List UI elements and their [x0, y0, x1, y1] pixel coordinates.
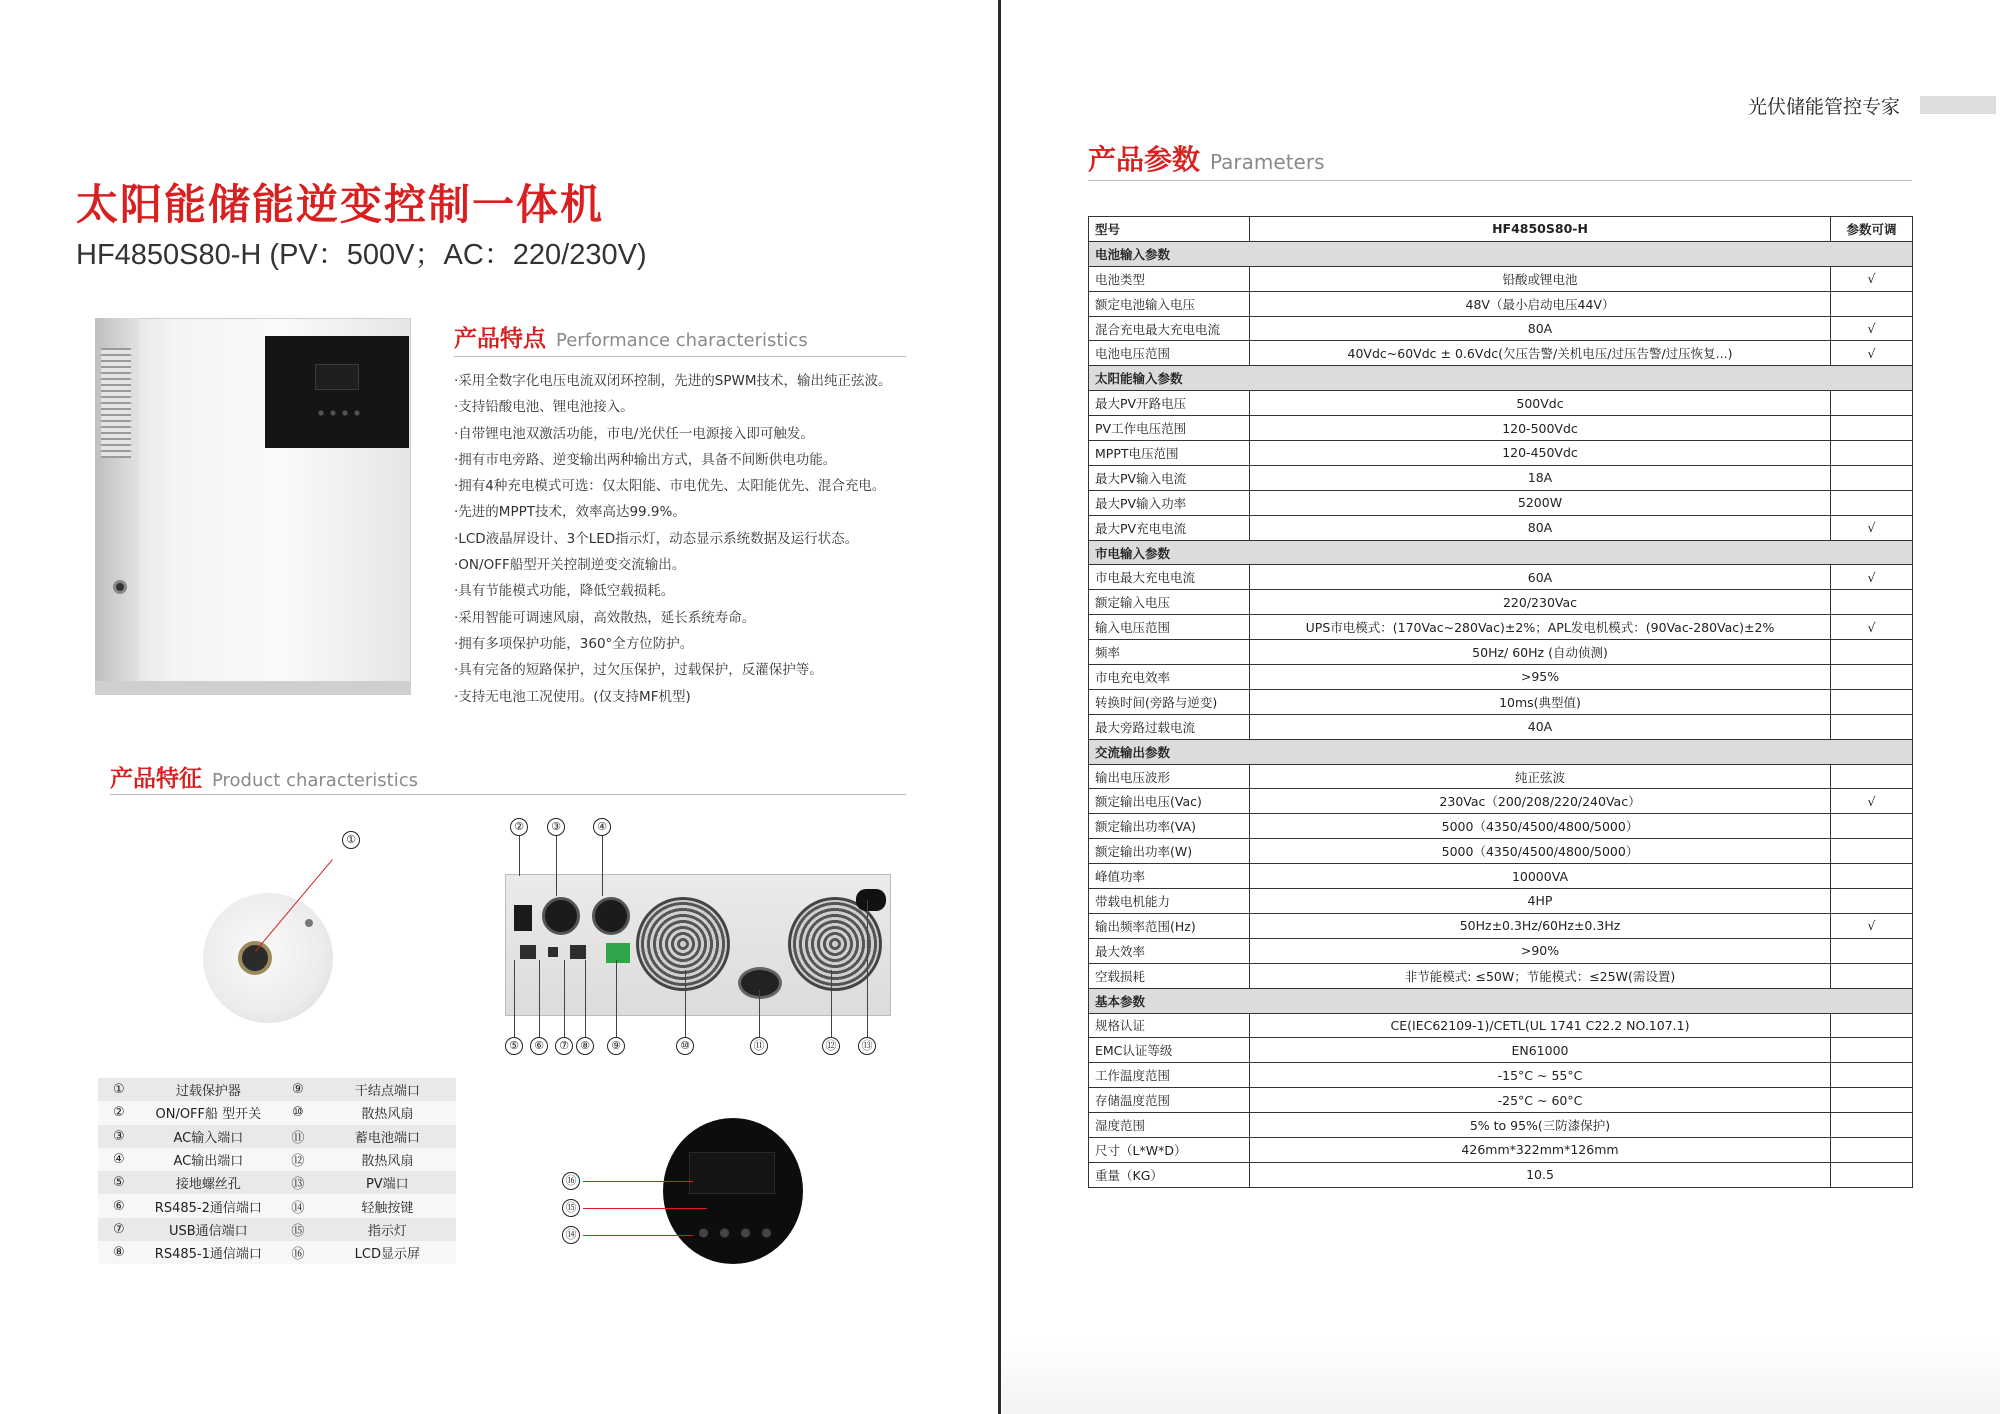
- param-name: 湿度范围: [1089, 1113, 1250, 1138]
- front-display-panel: [265, 336, 409, 448]
- page-bottom: [1002, 1340, 2000, 1414]
- param-value: >90%: [1250, 938, 1831, 963]
- param-adjustable: [1831, 1038, 1913, 1063]
- param-value: 426mm*322mm*126mm: [1250, 1137, 1831, 1162]
- param-value: 48V（最小启动电压44V）: [1250, 291, 1831, 316]
- param-adjustable: [1831, 490, 1913, 515]
- param-value: 铅酸或锂电池: [1250, 266, 1831, 291]
- performance-heading: 产品特点 Performance characteristics: [454, 326, 808, 352]
- callout-12: ⑫: [822, 1037, 840, 1055]
- dry-contact-port: [606, 943, 630, 963]
- param-name: 输入电压范围: [1089, 615, 1250, 640]
- param-value: 非节能模式: ≤50W；节能模式：≤25W(需设置): [1250, 963, 1831, 988]
- param-group-label: 太阳能输入参数: [1089, 366, 1913, 391]
- param-adjustable: [1831, 465, 1913, 490]
- param-adjustable: [1831, 416, 1913, 441]
- param-value: 5000（4350/4500/4800/5000）: [1250, 839, 1831, 864]
- param-row: [1089, 714, 1913, 739]
- param-adjustable: √: [1831, 913, 1913, 938]
- param-name: 市电充电效率: [1089, 665, 1250, 690]
- callout-14: ⑭: [562, 1226, 580, 1244]
- overload-protector: [238, 941, 272, 975]
- feature-item: ·拥有4种充电模式可选：仅太阳能、市电优先、太阳能优先、混合充电。: [454, 478, 886, 495]
- param-name: 最大PV开路电压: [1089, 391, 1250, 416]
- param-group-row: [1089, 988, 1913, 1013]
- param-group-row: [1089, 540, 1913, 565]
- callout-6: ⑥: [530, 1037, 548, 1055]
- param-row: [1089, 640, 1913, 665]
- param-value: 18A: [1250, 465, 1831, 490]
- legend-row: ① 过载保护器 ⑨ 干结点端口: [98, 1078, 456, 1101]
- callout-5: ⑤: [505, 1037, 523, 1055]
- param-value: 10.5: [1250, 1162, 1831, 1187]
- param-row: [1089, 1038, 1913, 1063]
- legend-row: ② ON/OFF船 型开关 ⑩ 散热风扇: [98, 1101, 456, 1124]
- panel-buttons: [315, 410, 361, 416]
- legend-row: ⑦ USB通信端口 ⑮ 指示灯: [98, 1218, 456, 1241]
- param-row: [1089, 416, 1913, 441]
- legend-row: ⑥ RS485-2通信端口 ⑭ 轻触按键: [98, 1194, 456, 1217]
- side-vent-grille: [101, 348, 131, 458]
- param-row: [1089, 266, 1913, 291]
- brand-bar: [1920, 96, 1996, 114]
- param-adjustable: [1831, 938, 1913, 963]
- param-name: 混合充电最大充电电流: [1089, 316, 1250, 341]
- param-adjustable: [1831, 689, 1913, 714]
- param-row: [1089, 839, 1913, 864]
- param-row: [1089, 789, 1913, 814]
- feature-item: ·LCD液晶屏设计、3个LED指示灯，动态显示系统数据及运行状态。: [454, 530, 859, 547]
- param-adjustable: [1831, 665, 1913, 690]
- param-adjustable: [1831, 391, 1913, 416]
- param-group-row: [1089, 739, 1913, 764]
- param-adjustable: [1831, 441, 1913, 466]
- param-name: 额定输出功率(W): [1089, 839, 1250, 864]
- legend-row: ④ AC输出端口 ⑫ 散热风扇: [98, 1148, 456, 1171]
- param-name: 最大PV充电电流: [1089, 515, 1250, 540]
- callout-4: ④: [593, 818, 611, 836]
- breaker-knob: [113, 580, 127, 594]
- param-adjustable: [1831, 889, 1913, 914]
- param-value: 4HP: [1250, 889, 1831, 914]
- param-row: [1089, 341, 1913, 366]
- param-value: 10000VA: [1250, 864, 1831, 889]
- param-adjustable: [1831, 291, 1913, 316]
- param-value: 5% to 95%(三防漆保护): [1250, 1113, 1831, 1138]
- param-name: 规格认证: [1089, 1013, 1250, 1038]
- callout-1: ①: [342, 831, 360, 849]
- on-off-switch: [514, 905, 532, 931]
- param-adjustable: √: [1831, 316, 1913, 341]
- param-name: 最大旁路过载电流: [1089, 714, 1250, 739]
- param-name: MPPT电压范围: [1089, 441, 1250, 466]
- param-row: [1089, 565, 1913, 590]
- param-name: EMC认证等级: [1089, 1038, 1250, 1063]
- param-row: [1089, 938, 1913, 963]
- param-value: 50Hz±0.3Hz/60Hz±0.3Hz: [1250, 913, 1831, 938]
- param-adjustable: [1831, 764, 1913, 789]
- parameters-table: [1088, 216, 1913, 1188]
- param-adjustable: [1831, 814, 1913, 839]
- param-value: -25°C ~ 60°C: [1250, 1088, 1831, 1113]
- param-adjustable: [1831, 963, 1913, 988]
- param-value: 80A: [1250, 316, 1831, 341]
- param-row: [1089, 391, 1913, 416]
- param-adjustable: √: [1831, 789, 1913, 814]
- param-value: 220/230Vac: [1250, 590, 1831, 615]
- param-value: 80A: [1250, 515, 1831, 540]
- param-adjustable: 参数可调: [1831, 217, 1913, 242]
- left-page: [0, 0, 998, 1414]
- param-row: [1089, 1137, 1913, 1162]
- feature-item: ·支持无电池工况使用。(仅支持MF机型): [454, 688, 691, 705]
- param-adjustable: √: [1831, 515, 1913, 540]
- param-name: 最大PV输入功率: [1089, 490, 1250, 515]
- param-group-row: [1089, 366, 1913, 391]
- param-adjustable: [1831, 839, 1913, 864]
- lcd-display: [689, 1152, 775, 1194]
- callout-9: ⑨: [607, 1037, 625, 1055]
- callout-16: ⑯: [562, 1172, 580, 1190]
- divider: [110, 794, 906, 795]
- feature-item: ·拥有市电旁路、逆变输出两种输出方式，具备不间断供电功能。: [454, 451, 837, 468]
- param-group-label: 电池输入参数: [1089, 241, 1913, 266]
- param-value: EN61000: [1250, 1038, 1831, 1063]
- param-value: 40Vdc~60Vdc ± 0.6Vdc(欠压告警/关机电压/过压告警/过压恢复...): [1250, 341, 1831, 366]
- param-row: [1089, 465, 1913, 490]
- param-value: 120-450Vdc: [1250, 441, 1831, 466]
- callout-7: ⑦: [555, 1037, 573, 1055]
- param-adjustable: [1831, 714, 1913, 739]
- feature-item: ·拥有多项保护功能，360°全方位防护。: [454, 635, 694, 652]
- param-name: 市电最大充电电流: [1089, 565, 1250, 590]
- breaker-closeup-image: [203, 893, 333, 1023]
- callout-2: ②: [510, 818, 528, 836]
- param-value: 60A: [1250, 565, 1831, 590]
- param-value: -15°C ~ 55°C: [1250, 1063, 1831, 1088]
- callout-13: ⑬: [858, 1037, 876, 1055]
- usb-port: [548, 947, 558, 957]
- cooling-fan-left: [636, 897, 730, 991]
- param-adjustable: [1831, 864, 1913, 889]
- inverter-product-image: [95, 318, 411, 695]
- feature-item: ·先进的MPPT技术，效率高达99.9%。: [454, 504, 686, 521]
- callout-11: ⑪: [750, 1037, 768, 1055]
- touch-keys: [693, 1228, 777, 1238]
- param-row: [1089, 665, 1913, 690]
- ac-input-terminal: [542, 897, 580, 935]
- feature-item: ·采用智能可调速风扇，高效散热，延长系统寿命。: [454, 609, 756, 626]
- feature-item: ·自带锂电池双激活功能，市电/光伏任一电源接入即可触发。: [454, 425, 814, 442]
- param-name: 最大PV输入电流: [1089, 465, 1250, 490]
- param-name: 输出频率范围(Hz): [1089, 913, 1250, 938]
- param-value: 50Hz/ 60Hz (自动侦测): [1250, 640, 1831, 665]
- param-group-row: [1089, 241, 1913, 266]
- parameters-heading: 产品参数 Parameters: [1088, 143, 1325, 176]
- rs485-1-port: [570, 945, 586, 959]
- param-name: 型号: [1089, 217, 1250, 242]
- param-name: 带载电机能力: [1089, 889, 1250, 914]
- param-adjustable: [1831, 1162, 1913, 1187]
- param-name: 峰值功率: [1089, 864, 1250, 889]
- divider: [1088, 180, 1912, 181]
- legend-row: ⑧ RS485-1通信端口 ⑯ LCD显示屏: [98, 1241, 456, 1264]
- feature-item: ·具有节能模式功能，降低空载损耗。: [454, 583, 675, 600]
- param-name: 工作温度范围: [1089, 1063, 1250, 1088]
- feature-item: ·ON/OFF船型开关控制逆变交流输出。: [454, 557, 686, 574]
- param-name: 额定电池输入电压: [1089, 291, 1250, 316]
- rear-panel-image: [505, 874, 891, 1016]
- param-value: 500Vdc: [1250, 391, 1831, 416]
- param-value: CE(IEC62109-1)/CETL(UL 1741 C22.2 NO.107.1): [1250, 1013, 1831, 1038]
- battery-port: [738, 967, 782, 999]
- front-panel-closeup-image: [663, 1118, 803, 1264]
- param-adjustable: [1831, 1088, 1913, 1113]
- brand-slogan: 光伏储能管控专家: [1748, 96, 1901, 118]
- rs485-2-port: [520, 945, 536, 959]
- param-adjustable: [1831, 1137, 1913, 1162]
- param-name: 最大效率: [1089, 938, 1250, 963]
- callout-10: ⑩: [676, 1037, 694, 1055]
- param-value: HF4850S80-H: [1250, 217, 1831, 242]
- param-row: [1089, 864, 1913, 889]
- param-name: 电池类型: [1089, 266, 1250, 291]
- param-name: 转换时间(旁路与逆变): [1089, 689, 1250, 714]
- divider: [454, 356, 906, 357]
- feature-item: ·采用全数字化电压电流双闭环控制，先进的SPWM技术，输出纯正弦波。: [454, 373, 892, 389]
- param-name: 额定输出电压(Vac): [1089, 789, 1250, 814]
- param-adjustable: [1831, 1013, 1913, 1038]
- param-value: 5200W: [1250, 490, 1831, 515]
- callout-3: ③: [547, 818, 565, 836]
- param-row: [1089, 441, 1913, 466]
- param-row: [1089, 490, 1913, 515]
- param-row: [1089, 1162, 1913, 1187]
- param-group-label: 基本参数: [1089, 988, 1913, 1013]
- param-group-label: 交流输出参数: [1089, 739, 1913, 764]
- param-row: [1089, 1088, 1913, 1113]
- legend-row: ③ AC输入端口 ⑪ 蓄电池端口: [98, 1125, 456, 1148]
- param-value: >95%: [1250, 665, 1831, 690]
- param-adjustable: √: [1831, 266, 1913, 291]
- param-name: 重量（KG）: [1089, 1162, 1250, 1187]
- param-adjustable: [1831, 590, 1913, 615]
- param-name: PV工作电压范围: [1089, 416, 1250, 441]
- param-value: 120-500Vdc: [1250, 416, 1831, 441]
- param-row: [1089, 1013, 1913, 1038]
- param-row: [1089, 590, 1913, 615]
- component-legend-table: [98, 1078, 456, 1264]
- param-value: 5000（4350/4500/4800/5000）: [1250, 814, 1831, 839]
- param-row: [1089, 615, 1913, 640]
- param-row: [1089, 689, 1913, 714]
- param-adjustable: √: [1831, 615, 1913, 640]
- param-adjustable: √: [1831, 341, 1913, 366]
- param-value: 40A: [1250, 714, 1831, 739]
- param-name: 电池电压范围: [1089, 341, 1250, 366]
- param-name: 额定输出功率(VA): [1089, 814, 1250, 839]
- ac-output-terminal: [592, 897, 630, 935]
- page-spine: [998, 0, 1001, 1414]
- param-name: 额定输入电压: [1089, 590, 1250, 615]
- param-value: 230Vac（200/208/220/240Vac）: [1250, 789, 1831, 814]
- param-row: [1089, 764, 1913, 789]
- param-adjustable: [1831, 640, 1913, 665]
- lcd-screen: [315, 364, 359, 390]
- pv-port: [856, 889, 886, 911]
- performance-list: [454, 368, 954, 710]
- feature-item: ·支持铅酸电池、锂电池接入。: [454, 399, 634, 416]
- param-row: [1089, 913, 1913, 938]
- param-name: 输出电压波形: [1089, 764, 1250, 789]
- callout-8: ⑧: [576, 1037, 594, 1055]
- param-adjustable: [1831, 1113, 1913, 1138]
- param-row: [1089, 963, 1913, 988]
- param-row: [1089, 515, 1913, 540]
- callout-15: ⑮: [562, 1199, 580, 1217]
- param-adjustable: [1831, 1063, 1913, 1088]
- feature-item: ·具有完备的短路保护，过欠压保护，过载保护，反灌保护等。: [454, 662, 823, 679]
- param-row: [1089, 291, 1913, 316]
- param-name: 空载损耗: [1089, 963, 1250, 988]
- product-title: 太阳能储能逆变控制一体机: [76, 180, 605, 229]
- param-name: 尺寸（L*W*D）: [1089, 1137, 1250, 1162]
- param-value: 纯正弦波: [1250, 764, 1831, 789]
- param-value: 10ms(典型值): [1250, 689, 1831, 714]
- legend-row: ⑤ 接地螺丝孔 ⑬ PV端口: [98, 1171, 456, 1194]
- param-name: 频率: [1089, 640, 1250, 665]
- product-characteristics-heading: 产品特征 Product characteristics: [110, 766, 418, 792]
- param-row: [1089, 1063, 1913, 1088]
- param-adjustable: √: [1831, 565, 1913, 590]
- param-row: [1089, 1113, 1913, 1138]
- param-row: [1089, 814, 1913, 839]
- param-row: [1089, 889, 1913, 914]
- model-subtitle: HF4850S80-H (PV：500V；AC：220/230V): [76, 239, 647, 271]
- param-value: UPS市电模式：(170Vac~280Vac)±2%；APL发电机模式：(90Vac-280Vac)±2%: [1250, 615, 1831, 640]
- param-row: [1089, 316, 1913, 341]
- param-name: 存储温度范围: [1089, 1088, 1250, 1113]
- param-group-label: 市电输入参数: [1089, 540, 1913, 565]
- param-header-row: [1089, 217, 1913, 242]
